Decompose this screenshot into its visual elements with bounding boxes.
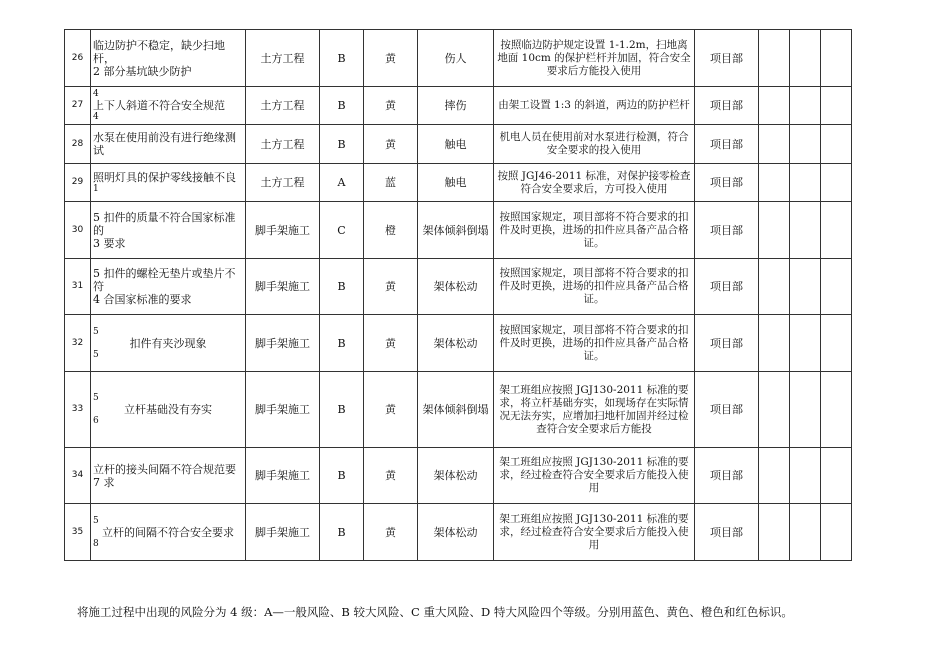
table-row [65, 315, 852, 372]
responsible-department: 项目部 [695, 504, 759, 561]
row-number: 29 [65, 164, 91, 202]
hazard-text-line: 立杆基础没有夯实 [124, 403, 212, 416]
empty-cell [790, 87, 821, 125]
risk-color: 橙 [364, 202, 418, 259]
empty-cell [821, 164, 852, 202]
responsible-department: 项目部 [695, 164, 759, 202]
hazard-text-line: 3 要求 [93, 236, 126, 250]
hazard-description [91, 448, 246, 504]
table-row [65, 164, 852, 202]
hazard-description [91, 259, 246, 315]
row-number: 26 [65, 30, 91, 87]
hazard-description [91, 164, 246, 202]
empty-cell [759, 315, 790, 372]
risk-color: 黄 [364, 125, 418, 164]
possible-consequence: 架体倾斜倒塌 [418, 372, 494, 448]
row-number: 30 [65, 202, 91, 259]
empty-cell [790, 202, 821, 259]
hazard-description [91, 504, 246, 561]
risk-grade: B [320, 30, 364, 87]
hazard-description [91, 202, 246, 259]
possible-consequence: 架体松动 [418, 448, 494, 504]
hazard-text-line: 2 部分基坑缺少防护 [93, 64, 192, 78]
risk-color: 黄 [364, 372, 418, 448]
hazard-description [91, 372, 246, 448]
hazard-description [91, 30, 246, 87]
hazard-text-line: 扣件有夹沙现象 [129, 336, 207, 350]
responsible-department: 项目部 [695, 315, 759, 372]
row-number: 31 [65, 259, 91, 315]
risk-grade: B [320, 87, 364, 125]
empty-cell [759, 164, 790, 202]
work-type: 土方工程 [246, 164, 320, 202]
hazard-description [91, 125, 246, 164]
row-number: 28 [65, 125, 91, 164]
empty-cell [790, 125, 821, 164]
hazard-text-line: 5 [93, 393, 99, 403]
responsible-department: 项目部 [695, 448, 759, 504]
risk-table [64, 29, 852, 561]
work-type: 脚手架施工 [246, 448, 320, 504]
work-type: 脚手架施工 [246, 259, 320, 315]
empty-cell [759, 87, 790, 125]
possible-consequence: 架体松动 [418, 315, 494, 372]
possible-consequence: 触电 [418, 164, 494, 202]
control-measure: 按照 JGJ46-2011 标准，对保护接零检查符合安全要求后，方可投入使用 [494, 164, 695, 202]
responsible-department: 项目部 [695, 202, 759, 259]
possible-consequence: 触电 [418, 125, 494, 164]
hazard-text-line: 1 [93, 184, 99, 194]
empty-cell [821, 259, 852, 315]
hazard-text-line: 7 求 [93, 475, 115, 489]
empty-cell [790, 448, 821, 504]
control-measure: 架工班组应按照 JGJ130-2011 标准的要求，将立杆基础夯实，如现场存在实际情况无法夯实，应增加扫地杆加固并经过检查符合安全要求后方能投 [494, 372, 695, 448]
responsible-department: 项目部 [695, 259, 759, 315]
work-type: 土方工程 [246, 125, 320, 164]
row-number: 35 [65, 504, 91, 561]
hazard-text-line: 4 合国家标准的要求 [93, 293, 192, 306]
work-type: 脚手架施工 [246, 372, 320, 448]
row-number: 32 [65, 315, 91, 372]
empty-cell [790, 372, 821, 448]
risk-grade: B [320, 504, 364, 561]
possible-consequence: 架体松动 [418, 259, 494, 315]
risk-grade: C [320, 202, 364, 259]
responsible-department: 项目部 [695, 30, 759, 87]
hazard-text-line: 立杆的间隔不符合安全要求 [102, 525, 234, 539]
empty-cell [821, 87, 852, 125]
risk-grade: B [320, 259, 364, 315]
possible-consequence: 摔伤 [418, 87, 494, 125]
risk-level-footnote: 将施工过程中出现的风险分为 4 级：A—一般风险、B 较大风险、C 重大风险、D 特大风险四个等级。分别用蓝色、黄色、橙色和红色标识。 [77, 605, 793, 619]
control-measure: 架工班组应按照 JGJ130-2011 标准的要求，经过检查符合安全要求后方能投入使用 [494, 448, 695, 504]
hazard-text-line: 5 扣件的质量不符合国家标准的 [93, 210, 236, 237]
hazard-text-line: 5 [93, 515, 99, 526]
empty-cell [790, 164, 821, 202]
risk-color: 黄 [364, 87, 418, 125]
hazard-text-line: 试 [93, 144, 104, 157]
control-measure: 按照临边防护规定设置 1-1.2m，扫地离地面 10cm 的保护栏杆并加固，符合安全要求后方能投入使用 [494, 30, 695, 87]
control-measure: 机电人员在使用前对水泵进行检测，符合安全要求的投入使用 [494, 125, 695, 164]
work-type: 脚手架施工 [246, 315, 320, 372]
empty-cell [759, 259, 790, 315]
control-measure: 按照国家规定，项目部将不符合要求的扣件及时更换，进场的扣件应具备产品合格证。 [494, 315, 695, 372]
risk-color: 黄 [364, 30, 418, 87]
empty-cell [759, 504, 790, 561]
responsible-department: 项目部 [695, 87, 759, 125]
empty-cell [821, 448, 852, 504]
control-measure: 按照国家规定，项目部将不符合要求的扣件及时更换，进场的扣件应具备产品合格证。 [494, 202, 695, 259]
risk-grade: B [320, 372, 364, 448]
hazard-text-line: 水泵在使用前没有进行绝缘测 [93, 131, 236, 144]
work-type: 脚手架施工 [246, 202, 320, 259]
table-row [65, 87, 852, 125]
risk-grade: B [320, 448, 364, 504]
table-row [65, 202, 852, 259]
empty-cell [790, 30, 821, 87]
control-measure: 按照国家规定，项目部将不符合要求的扣件及时更换，进场的扣件应具备产品合格证。 [494, 259, 695, 315]
row-number: 34 [65, 448, 91, 504]
hazard-text-line: 6 [93, 416, 99, 426]
work-type: 土方工程 [246, 30, 320, 87]
hazard-text-line: 立杆的接头间隔不符合规范要 [93, 462, 236, 476]
hazard-description [91, 87, 246, 125]
empty-cell [759, 448, 790, 504]
empty-cell [759, 125, 790, 164]
hazard-text-line: 4 [93, 89, 99, 99]
hazard-description [91, 315, 246, 372]
work-type: 土方工程 [246, 87, 320, 125]
empty-cell [821, 202, 852, 259]
table-row [65, 448, 852, 504]
control-measure: 架工班组应按照 JGJ130-2011 标准的要求，经过检查符合安全要求后方能投入使用 [494, 504, 695, 561]
risk-grade: A [320, 164, 364, 202]
responsible-department: 项目部 [695, 125, 759, 164]
empty-cell [821, 372, 852, 448]
risk-color: 黄 [364, 315, 418, 372]
possible-consequence: 伤人 [418, 30, 494, 87]
control-measure: 由架工设置 1:3 的斜道，两边的防护栏杆 [494, 87, 695, 125]
empty-cell [790, 315, 821, 372]
empty-cell [759, 30, 790, 87]
hazard-text-line: 5 [93, 349, 99, 360]
risk-grade: B [320, 125, 364, 164]
hazard-text-line: 5 扣件的螺栓无垫片或垫片不符 [93, 267, 236, 293]
risk-grade: B [320, 315, 364, 372]
empty-cell [821, 30, 852, 87]
empty-cell [821, 125, 852, 164]
table-row [65, 372, 852, 448]
empty-cell [821, 315, 852, 372]
work-type: 脚手架施工 [246, 504, 320, 561]
risk-color: 黄 [364, 448, 418, 504]
hazard-text-line: 4 [93, 112, 99, 122]
hazard-text-line: 临边防护不稳定，缺少扫地杆， [93, 38, 225, 65]
possible-consequence: 架体松动 [418, 504, 494, 561]
possible-consequence: 架体倾斜倒塌 [418, 202, 494, 259]
table-row [65, 504, 852, 561]
risk-color: 蓝 [364, 164, 418, 202]
empty-cell [821, 504, 852, 561]
row-number: 33 [65, 372, 91, 448]
risk-table-body [65, 30, 852, 561]
table-row [65, 125, 852, 164]
hazard-text-line: 照明灯具的保护零线接触不良 [93, 171, 236, 184]
table-row [65, 259, 852, 315]
hazard-text-line: 上下人斜道不符合安全规范 [93, 99, 225, 112]
hazard-text-line: 5 [93, 326, 99, 337]
responsible-department: 项目部 [695, 372, 759, 448]
risk-color: 黄 [364, 259, 418, 315]
risk-color: 黄 [364, 504, 418, 561]
empty-cell [790, 259, 821, 315]
empty-cell [759, 372, 790, 448]
table-row [65, 30, 852, 87]
empty-cell [759, 202, 790, 259]
hazard-text-line: 8 [93, 538, 99, 549]
empty-cell [790, 504, 821, 561]
row-number: 27 [65, 87, 91, 125]
